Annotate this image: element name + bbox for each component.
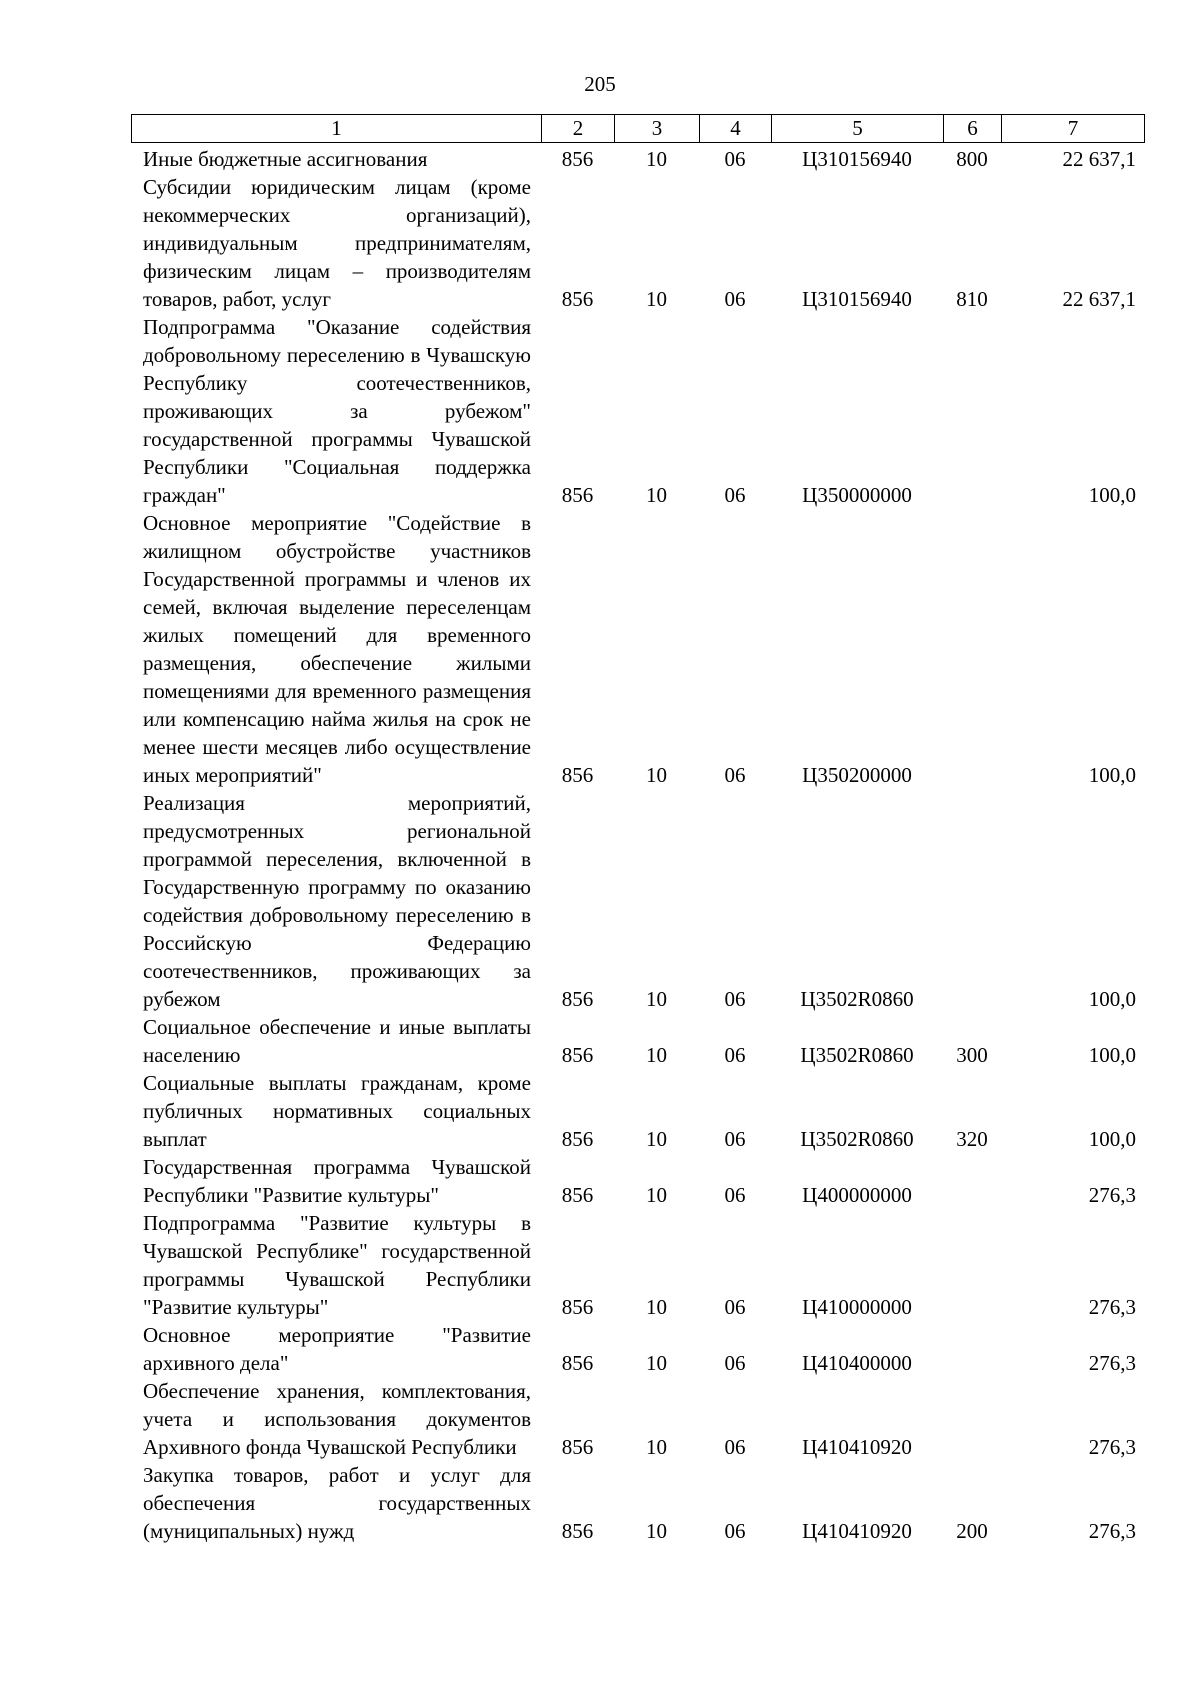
header-row <box>132 115 1145 143</box>
row-code-3: 10 <box>646 1043 667 1067</box>
table-row <box>131 1013 1144 1069</box>
row-amount: 100,0 <box>1088 483 1136 507</box>
row-code-3: 10 <box>646 763 667 787</box>
row-code-2: 856 <box>561 763 594 787</box>
row-code-2: 856 <box>561 1435 594 1459</box>
row-name: Основное мероприятие "Содействие в жилищном обустройстве участников Государственной программы и членов их семей, включая выделение переселенцам жилых помещений для временного размещения, обеспечение жилыми помещениями для временного размещения или компенсацию найма жилья на срок не менее шести месяцев либо осуществление иных мероприятий" <box>143 511 531 787</box>
table-header <box>131 114 1145 143</box>
row-code-3: 10 <box>646 1295 667 1319</box>
row-code-4: 06 <box>724 1183 746 1207</box>
row-name: Подпрограмма "Оказание содействия добровольному переселению в Чувашскую Республику соотечественников, проживающих за рубежом" государственной программы Чувашской Республики "Социальная поддержка граждан" <box>143 315 531 507</box>
row-code-2: 856 <box>561 1043 594 1067</box>
row-code-4: 06 <box>724 1351 746 1375</box>
row-code-3: 10 <box>646 987 667 1011</box>
row-code-2: 856 <box>561 1351 594 1375</box>
row-code-3: 10 <box>646 1183 667 1207</box>
row-code-2: 856 <box>561 1519 594 1543</box>
row-amount: 276,3 <box>1088 1351 1136 1375</box>
row-code-5: Ц310156940 <box>802 147 912 171</box>
row-code-4: 06 <box>724 287 746 311</box>
row-code-5: Ц3502R0860 <box>800 1127 914 1151</box>
header-col-5: 5 <box>772 115 944 143</box>
row-code-5: Ц3502R0860 <box>800 1043 914 1067</box>
row-name: Закупка товаров, работ и услуг для обеспечения государственных (муниципальных) нужд <box>143 1463 531 1543</box>
table-body <box>131 145 1144 1545</box>
row-amount: 100,0 <box>1088 763 1136 787</box>
row-code-5: Ц310156940 <box>802 287 912 311</box>
row-code-4: 06 <box>724 1435 746 1459</box>
row-name: Основное мероприятие "Развитие архивного дела" <box>143 1323 531 1375</box>
row-amount: 276,3 <box>1088 1295 1136 1319</box>
row-amount: 100,0 <box>1088 987 1136 1011</box>
row-code-4: 06 <box>724 987 746 1011</box>
row-code-4: 06 <box>724 147 746 171</box>
row-code-5: Ц3502R0860 <box>800 987 914 1011</box>
table-row <box>131 313 1144 509</box>
row-code-3: 10 <box>646 483 667 507</box>
row-code-2: 856 <box>561 987 594 1011</box>
row-code-5: Ц400000000 <box>802 1183 912 1207</box>
row-code-3: 10 <box>646 147 667 171</box>
row-code-5: Ц350000000 <box>802 483 912 507</box>
row-name: Социальное обеспечение и иные выплаты населению <box>143 1015 531 1067</box>
row-code-2: 856 <box>561 483 594 507</box>
row-code-2: 856 <box>561 287 594 311</box>
header-col-3: 3 <box>615 115 700 143</box>
header-col-2: 2 <box>542 115 615 143</box>
row-code-3: 10 <box>646 287 667 311</box>
row-code-5: Ц350200000 <box>802 763 912 787</box>
row-name: Социальные выплаты гражданам, кроме публичных нормативных социальных выплат <box>143 1071 531 1151</box>
row-code-3: 10 <box>646 1519 667 1543</box>
row-code-4: 06 <box>724 1127 746 1151</box>
row-code-2: 856 <box>561 1127 594 1151</box>
row-code-3: 10 <box>646 1351 667 1375</box>
header-col-7: 7 <box>1002 115 1145 143</box>
row-code-4: 06 <box>724 483 746 507</box>
row-code-4: 06 <box>724 1295 746 1319</box>
row-name: Обеспечение хранения, комплектования, учета и использования документов Архивного фонда Чувашской Республики <box>143 1379 531 1459</box>
table-row <box>131 1209 1144 1321</box>
table-row <box>131 173 1144 313</box>
table-row <box>131 1377 1144 1461</box>
row-code-4: 06 <box>724 1519 746 1543</box>
row-code-6: 800 <box>956 147 988 171</box>
header-col-6: 6 <box>944 115 1002 143</box>
page-number: 205 <box>584 72 616 96</box>
row-code-4: 06 <box>724 763 746 787</box>
row-name: Подпрограмма "Развитие культуры в Чувашской Республике" государственной программы Чувашской Республики "Развитие культуры" <box>143 1211 531 1319</box>
row-code-2: 856 <box>561 147 594 171</box>
row-code-6: 300 <box>956 1043 988 1067</box>
row-code-5: Ц410410920 <box>802 1435 912 1459</box>
row-name: Государственная программа Чувашской Республики "Развитие культуры" <box>143 1155 531 1207</box>
row-code-6: 810 <box>956 287 988 311</box>
row-code-4: 06 <box>724 1043 746 1067</box>
table-row <box>131 509 1144 789</box>
row-amount: 22 637,1 <box>1062 147 1136 171</box>
row-amount: 276,3 <box>1088 1183 1136 1207</box>
row-code-2: 856 <box>561 1183 594 1207</box>
row-amount: 276,3 <box>1088 1519 1136 1543</box>
header-col-1: 1 <box>132 115 542 143</box>
table-row <box>131 1461 1144 1545</box>
row-code-5: Ц410400000 <box>802 1351 912 1375</box>
row-name: Субсидии юридическим лицам (кроме некоммерческих организаций), индивидуальным предпринимателям, физическим лицам – производителям товаров, работ, услуг <box>143 175 531 311</box>
row-code-6: 200 <box>956 1519 988 1543</box>
table-row <box>131 789 1144 1013</box>
table-row <box>131 1069 1144 1153</box>
row-code-3: 10 <box>646 1435 667 1459</box>
row-code-3: 10 <box>646 1127 667 1151</box>
row-name: Реализация мероприятий, предусмотренных региональной программой переселения, включенной в Государственную программу по оказанию содействия добровольному переселению в Российскую Федерацию соотечественников, проживающих за рубежом <box>143 791 531 1011</box>
row-code-6: 320 <box>956 1127 988 1151</box>
row-name: Иные бюджетные ассигнования <box>143 147 428 171</box>
row-code-2: 856 <box>561 1295 594 1319</box>
header-col-4: 4 <box>700 115 772 143</box>
table-row <box>131 1321 1144 1377</box>
row-amount: 22 637,1 <box>1062 287 1136 311</box>
row-code-5: Ц410000000 <box>802 1295 912 1319</box>
row-amount: 100,0 <box>1088 1043 1136 1067</box>
row-amount: 276,3 <box>1088 1435 1136 1459</box>
row-amount: 100,0 <box>1088 1127 1136 1151</box>
row-code-5: Ц410410920 <box>802 1519 912 1543</box>
table-row <box>131 1153 1144 1209</box>
table-row <box>131 145 1144 173</box>
